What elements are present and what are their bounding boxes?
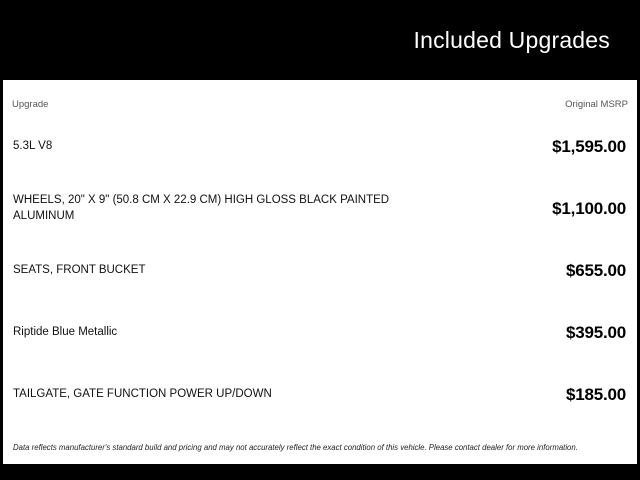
upgrade-price: $185.00: [565, 385, 626, 404]
upgrade-price: $1,100.00: [552, 199, 626, 218]
upgrade-label: WHEELS, 20" X 9" (50.8 CM X 22.9 CM) HIGH GLOSS BLACK PAINTED ALUMINUM: [13, 194, 390, 222]
upgrades-content: [0, 80, 640, 426]
page-header: [0, 0, 640, 80]
table-row: [12, 240, 628, 302]
upgrade-price: $655.00: [565, 261, 626, 280]
table-column-headers: [12, 80, 628, 116]
bottom-border: [0, 464, 640, 480]
column-header-upgrade: Upgrade: [12, 99, 49, 110]
table-row: [12, 116, 628, 178]
upgrade-label: TAILGATE, GATE FUNCTION POWER UP/DOWN: [13, 388, 272, 401]
upgrade-price: $1,595.00: [552, 137, 626, 156]
upgrade-label: SEATS, FRONT BUCKET: [13, 264, 146, 277]
upgrade-price: $395.00: [565, 323, 626, 342]
disclaimer-text: Data reflects manufacturer's standard build and pricing and may not accurately reflect the exact condition of this vehicle. Please contact dealer for more information.: [13, 442, 578, 452]
page-title: Included Upgrades: [413, 26, 610, 53]
column-header-msrp: Original MSRP: [565, 99, 628, 110]
upgrade-label: 5.3L V8: [13, 140, 53, 153]
upgrades-list: [12, 116, 628, 426]
upgrade-label: Riptide Blue Metallic: [13, 326, 118, 339]
left-border: [0, 80, 3, 464]
table-row: [12, 364, 628, 426]
table-row: [12, 178, 628, 240]
table-row: [12, 302, 628, 364]
